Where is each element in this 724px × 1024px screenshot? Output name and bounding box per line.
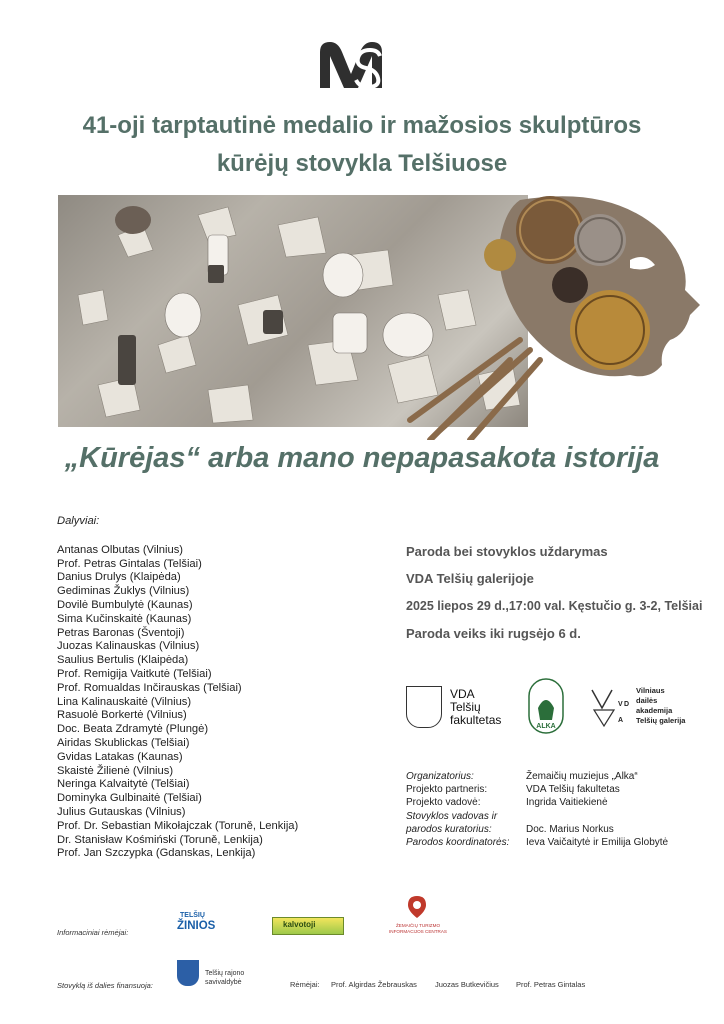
credit-label: Projekto vadovė: xyxy=(406,797,481,809)
list-item: Lina Kalinauskaitė (Vilnius) xyxy=(57,695,192,708)
list-item: Prof. Jan Szczypka (Gdanskas, Lenkija) xyxy=(57,847,256,860)
participants-heading: Dalyviai: xyxy=(57,515,100,527)
list-item: Gvidas Latakas (Kaunas) xyxy=(57,750,183,763)
credit-value: Ieva Vaičaitytė ir Emilija Globytė xyxy=(526,836,669,848)
municipality-text: savivaldybė xyxy=(205,979,242,986)
list-item: Petras Baronas (Šventoji) xyxy=(57,626,185,639)
alka-label: ALKA xyxy=(536,723,556,730)
partner-logos xyxy=(406,678,706,738)
coat-of-arms-icon xyxy=(406,686,442,728)
alka-museum-logo xyxy=(528,678,564,734)
list-item: Dovilė Bumbulytė (Kaunas) xyxy=(57,598,193,611)
list-item: Danius Drulys (Klaipėda) xyxy=(57,571,181,584)
location-pin-icon xyxy=(407,895,427,919)
credit-label: Projekto partneris: xyxy=(406,784,488,796)
vda-mark-icon xyxy=(588,686,632,728)
event-info xyxy=(406,544,702,654)
kalvotoji-text: kalvotoji xyxy=(283,920,316,929)
kalvotoji-logo xyxy=(272,917,344,935)
event-venue: VDA Telšių galerijoje xyxy=(406,571,534,586)
list-item: Saulius Bertulis (Klaipėda) xyxy=(57,654,189,667)
list-item: Gediminas Žuklys (Vilnius) xyxy=(57,585,190,598)
list-item: Prof. Romualdas Inčirauskas (Telšiai) xyxy=(57,681,242,694)
coat-of-arms-icon xyxy=(177,960,199,986)
credit-label: Organizatorius: xyxy=(406,771,474,782)
ztic-text: INFORMACIJOS CENTRAS xyxy=(389,929,447,934)
ztic-text: ŽEMAIČIŲ TURIZMO xyxy=(395,923,441,928)
credit-value: Žemaičių muziejus „Alka“ xyxy=(526,771,638,782)
list-item: Antanas Olbutas (Vilnius) xyxy=(57,543,184,556)
vda-gallery-text: dailės xyxy=(636,696,658,705)
vda-faculty-text: fakultetas xyxy=(450,713,502,727)
vda-gallery-text: Telšių galerija xyxy=(636,716,686,725)
sculpture-head-collage xyxy=(400,190,700,440)
list-item: Neringa Kalvaitytė (Telšiai) xyxy=(57,778,190,791)
list-item: Prof. Remigija Vaitkutė (Telšiai) xyxy=(57,667,212,680)
supporter-name: Prof. Petras Gintalas xyxy=(516,980,586,989)
list-item: Dominyka Gulbinaitė (Telšiai) xyxy=(57,792,202,805)
ms-logo xyxy=(316,40,386,90)
ztic-logo xyxy=(385,895,451,941)
vda-gallery-text: akademija xyxy=(636,706,673,715)
credit-label: Stovyklos vadovas ir xyxy=(406,810,498,822)
supporter-name: Prof. Algirdas Žebrauskas xyxy=(331,980,417,989)
list-item: Airidas Skublickas (Telšiai) xyxy=(57,736,190,749)
list-item: Prof. Petras Gintalas (Telšiai) xyxy=(57,557,202,570)
supporter-name: Juozas Butkevičius xyxy=(435,980,499,989)
telsiu-zinios-logo xyxy=(175,912,237,938)
vda-mark-letter: V xyxy=(618,701,623,708)
list-item: Rasuolė Borkertė (Vilnius) xyxy=(57,709,187,722)
list-item: Doc. Beata Zdramytė (Plungė) xyxy=(57,723,209,736)
municipality-logo xyxy=(177,960,257,988)
vda-faculty-text: Telšių xyxy=(450,700,481,714)
poster-title-line1: 41-oji tarptautinė medalio ir mažosios skulptūros xyxy=(82,112,642,139)
vda-mark-letter: A xyxy=(618,717,624,724)
credit-value: Ingrida Vaitiekienė xyxy=(526,797,608,809)
event-closing-line: Paroda bei stovyklos uždarymas xyxy=(406,544,608,559)
list-item: Dr. Stanisław Kośmiński (Toruně, Lenkija) xyxy=(57,833,263,846)
list-item: Sima Kučinskaitė (Kaunas) xyxy=(57,612,192,625)
poster-title-line2: kūrėjų stovykla Telšiuose xyxy=(216,150,508,177)
municipality-text: Telšių rajono xyxy=(205,970,245,977)
list-item: Julius Gutauskas (Vilnius) xyxy=(57,805,186,818)
vda-faculty-logo xyxy=(406,686,526,731)
vda-mark-letter: D xyxy=(624,701,630,708)
credit-label: parodos kuratorius: xyxy=(406,823,492,835)
list-item: Juozas Kalinauskas (Vilnius) xyxy=(57,640,200,653)
funded-by-label: Stovyklą iš dalies finansuoja: xyxy=(57,981,153,990)
event-until: Paroda veiks iki rugsėjo 6 d. xyxy=(406,626,581,641)
vda-gallery-logo xyxy=(588,686,708,731)
vda-faculty-text: VDA xyxy=(450,687,475,701)
exhibition-subtitle: „Kūrėjas“ arba mano nepapasakota istorija xyxy=(64,442,660,474)
credit-value: Doc. Marius Norkus xyxy=(526,823,614,835)
list-item: Prof. Dr. Sebastian Mikołajczak (Toruně, Lenkija) xyxy=(57,819,299,832)
list-item: Skaistė Žilienė (Vilnius) xyxy=(57,764,174,777)
participants-list xyxy=(57,515,298,861)
vda-gallery-text: Vilniaus xyxy=(636,686,665,695)
telsiu-zinios-text: TELŠIŲ xyxy=(180,912,205,919)
supporters-label: Rėmėjai: xyxy=(290,980,320,989)
event-date-address: 2025 liepos 29 d.,17:00 val. Kęstučio g. 3-2, Telšiai xyxy=(406,599,703,613)
credit-value: VDA Telšių fakultetas xyxy=(526,784,620,796)
credit-label: Parodos koordinatorės: xyxy=(406,836,510,848)
info-sponsors-label: Informaciniai rėmėjai: xyxy=(57,928,129,937)
telsiu-zinios-text: ŽINIOS xyxy=(177,920,216,932)
